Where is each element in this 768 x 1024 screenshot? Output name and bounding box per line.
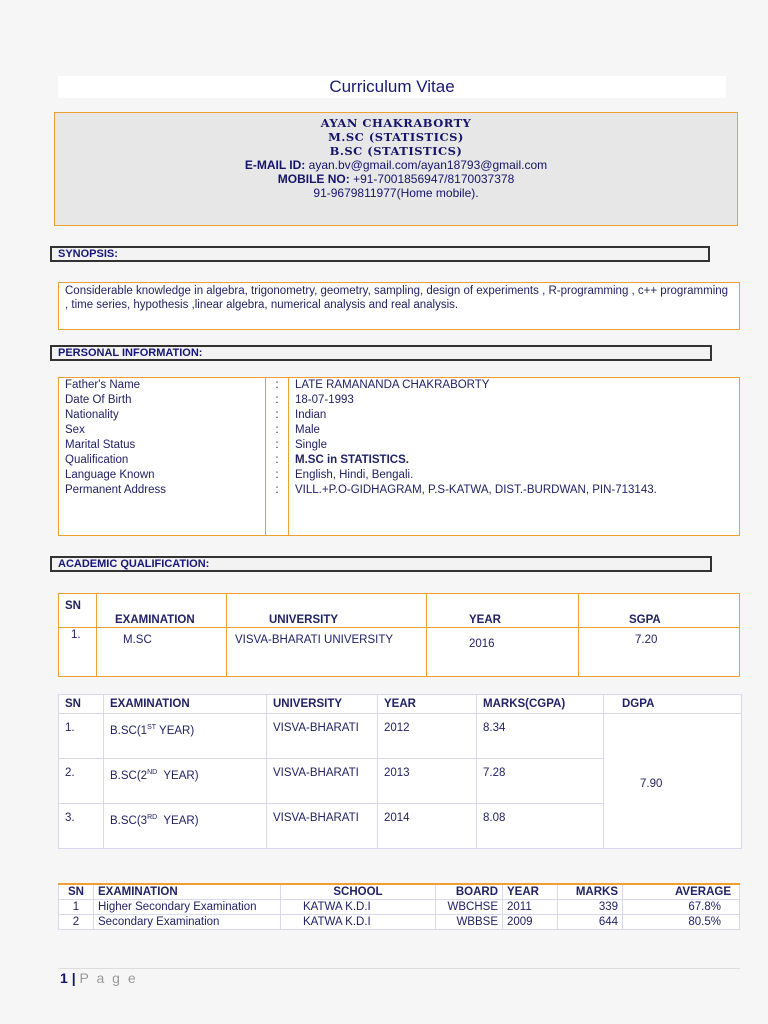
year-cell: 2013: [378, 759, 477, 804]
year-cell: 2016: [427, 628, 579, 677]
table-row: [59, 628, 740, 677]
marks-cell: 339: [558, 900, 623, 915]
field-value: Male: [295, 424, 320, 436]
exam-prefix: B.SC(1: [110, 724, 148, 737]
marks-cell: 644: [558, 915, 623, 930]
year-cell: 2012: [378, 714, 477, 759]
school-cell: KATWA K.D.I: [281, 915, 436, 930]
degree-msc: M.SC (STATISTICS): [328, 130, 464, 144]
sn-cell: 1.: [59, 628, 97, 677]
year-cell: 2009: [503, 915, 558, 930]
sgpa-cell: 7.20: [579, 628, 740, 677]
colon-separator: :: [266, 423, 289, 438]
column-header: AVERAGE: [623, 884, 740, 900]
marks-cell: 8.34: [477, 714, 604, 759]
colon-separator: :: [266, 453, 289, 468]
exam-cell: [104, 759, 267, 804]
home-mobile: 91-9679811977(Home mobile).: [313, 186, 479, 200]
dgpa-cell: 7.90: [604, 714, 742, 849]
email-value: ayan.bv@gmail.com/ayan18793@gmail.com: [308, 158, 548, 172]
exam-cell: [104, 804, 267, 849]
exam-cell: Secondary Examination: [94, 915, 281, 930]
exam-suffix: YEAR): [156, 724, 195, 737]
pg-qualification-table: [58, 593, 740, 677]
personal-row: [59, 408, 740, 423]
sn-cell: 2.: [59, 759, 104, 804]
column-header: UNIVERSITY: [267, 695, 378, 714]
column-header: YEAR: [503, 884, 558, 900]
colon-separator: :: [266, 483, 289, 536]
field-value: Single: [295, 439, 327, 451]
sn-cell: 1.: [59, 714, 104, 759]
field-value: English, Hindi, Bengali.: [295, 469, 414, 481]
header-box: [54, 112, 738, 226]
candidate-name: AYAN CHAKRABORTY: [320, 116, 472, 130]
column-header: YEAR: [378, 695, 477, 714]
column-header: SN: [59, 884, 94, 900]
email-label: E-MAIL ID:: [244, 158, 306, 172]
field-label: Father's Name: [59, 378, 266, 394]
year-cell: 2014: [378, 804, 477, 849]
exam-cell: Higher Secondary Examination: [94, 900, 281, 915]
field-value: VILL.+P.O-GIDHAGRAM, P.S-KATWA, DIST.-BURDWAN, PIN-713143.: [295, 484, 657, 496]
synopsis-text: Considerable knowledge in algebra, trigonometry, geometry, sampling, design of experiments , R-programming , c++ programming , time series, hypothesis ,linear algebra, numerical analysis and real analysis.: [58, 282, 740, 330]
ordinal-suffix: ST: [147, 724, 157, 731]
table-row: [59, 900, 740, 915]
exam-cell: M.SC: [97, 628, 227, 677]
table-header-row: [59, 695, 742, 714]
field-value: LATE RAMANANDA CHAKRABORTY: [295, 379, 490, 391]
mobile-value: +91-7001856947/8170037378: [353, 172, 515, 186]
field-label: Date Of Birth: [59, 393, 266, 408]
field-label: Marital Status: [59, 438, 266, 453]
university-cell: VISVA-BHARATI UNIVERSITY: [227, 628, 427, 677]
marks-cell: 8.08: [477, 804, 604, 849]
ordinal-suffix: ND: [147, 769, 158, 776]
personal-row: [59, 393, 740, 408]
personal-info-table: [58, 377, 740, 536]
personal-row: [59, 438, 740, 453]
exam-cell: [104, 714, 267, 759]
sn-cell: 1: [59, 900, 94, 915]
synopsis-heading: SYNOPSIS:: [50, 246, 710, 262]
university-cell: VISVA-BHARATI: [267, 759, 378, 804]
page-footer: [60, 970, 138, 986]
column-header: SN: [59, 695, 104, 714]
colon-separator: :: [266, 408, 289, 423]
mobile-label: MOBILE NO:: [277, 172, 350, 186]
marks-cell: 7.28: [477, 759, 604, 804]
column-header: YEAR: [427, 594, 579, 628]
average-cell: 67.8%: [623, 900, 740, 915]
ug-qualification-table: [58, 694, 742, 849]
university-cell: VISVA-BHARATI: [267, 714, 378, 759]
column-header: DGPA: [604, 695, 742, 714]
colon-separator: :: [266, 378, 289, 394]
page-separator: |: [71, 970, 76, 986]
field-label: Permanent Address: [59, 483, 266, 536]
year-cell: 2011: [503, 900, 558, 915]
colon-separator: :: [266, 468, 289, 483]
degree-bsc: B.SC (STATISTICS): [329, 144, 463, 158]
field-value: M.SC in STATISTICS.: [295, 454, 409, 466]
personal-row: [59, 453, 740, 468]
personal-row: [59, 483, 740, 536]
table-row: [59, 714, 742, 759]
personal-row: [59, 468, 740, 483]
mobile-line: [55, 172, 737, 186]
column-header: UNIVERSITY: [227, 594, 427, 628]
field-label: Nationality: [59, 408, 266, 423]
colon-separator: :: [266, 438, 289, 453]
column-header: EXAMINATION: [94, 884, 281, 900]
field-value: Indian: [295, 409, 327, 421]
email-line: [55, 158, 737, 172]
column-header: EXAMINATION: [104, 695, 267, 714]
column-header: MARKS(CGPA): [477, 695, 604, 714]
exam-prefix: B.SC(3: [110, 814, 148, 827]
document-title: Curriculum Vitae: [58, 76, 726, 98]
school-qualification-table: [58, 883, 740, 930]
board-cell: WBBSE: [436, 915, 503, 930]
column-header: BOARD: [436, 884, 503, 900]
table-row: [59, 915, 740, 930]
board-cell: WBCHSE: [436, 900, 503, 915]
university-cell: VISVA-BHARATI: [267, 804, 378, 849]
exam-prefix: B.SC(2: [110, 769, 148, 782]
academic-heading: ACADEMIC QUALIFICATION:: [50, 556, 712, 572]
sn-cell: 3.: [59, 804, 104, 849]
page-label: P a g e: [79, 970, 138, 986]
column-header: SGPA: [579, 594, 740, 628]
column-header: MARKS: [558, 884, 623, 900]
colon-separator: :: [266, 393, 289, 408]
exam-suffix: YEAR): [157, 814, 199, 827]
personal-row: [59, 378, 740, 394]
field-label: Sex: [59, 423, 266, 438]
ordinal-suffix: RD: [147, 814, 158, 821]
table-header-row: [59, 594, 740, 628]
average-cell: 80.5%: [623, 915, 740, 930]
personal-heading: PERSONAL INFORMATION:: [50, 345, 712, 361]
field-value: 18-07-1993: [295, 394, 354, 406]
school-cell: KATWA K.D.I: [281, 900, 436, 915]
column-header: SN: [59, 594, 97, 628]
sn-cell: 2: [59, 915, 94, 930]
table-header-row: [59, 884, 740, 900]
column-header: SCHOOL: [281, 884, 436, 900]
field-label: Language Known: [59, 468, 266, 483]
exam-suffix: YEAR): [157, 769, 199, 782]
page-number: 1: [60, 970, 68, 986]
column-header: EXAMINATION: [97, 594, 227, 628]
personal-row: [59, 423, 740, 438]
footer-divider: [58, 968, 740, 969]
field-label: Qualification: [59, 453, 266, 468]
